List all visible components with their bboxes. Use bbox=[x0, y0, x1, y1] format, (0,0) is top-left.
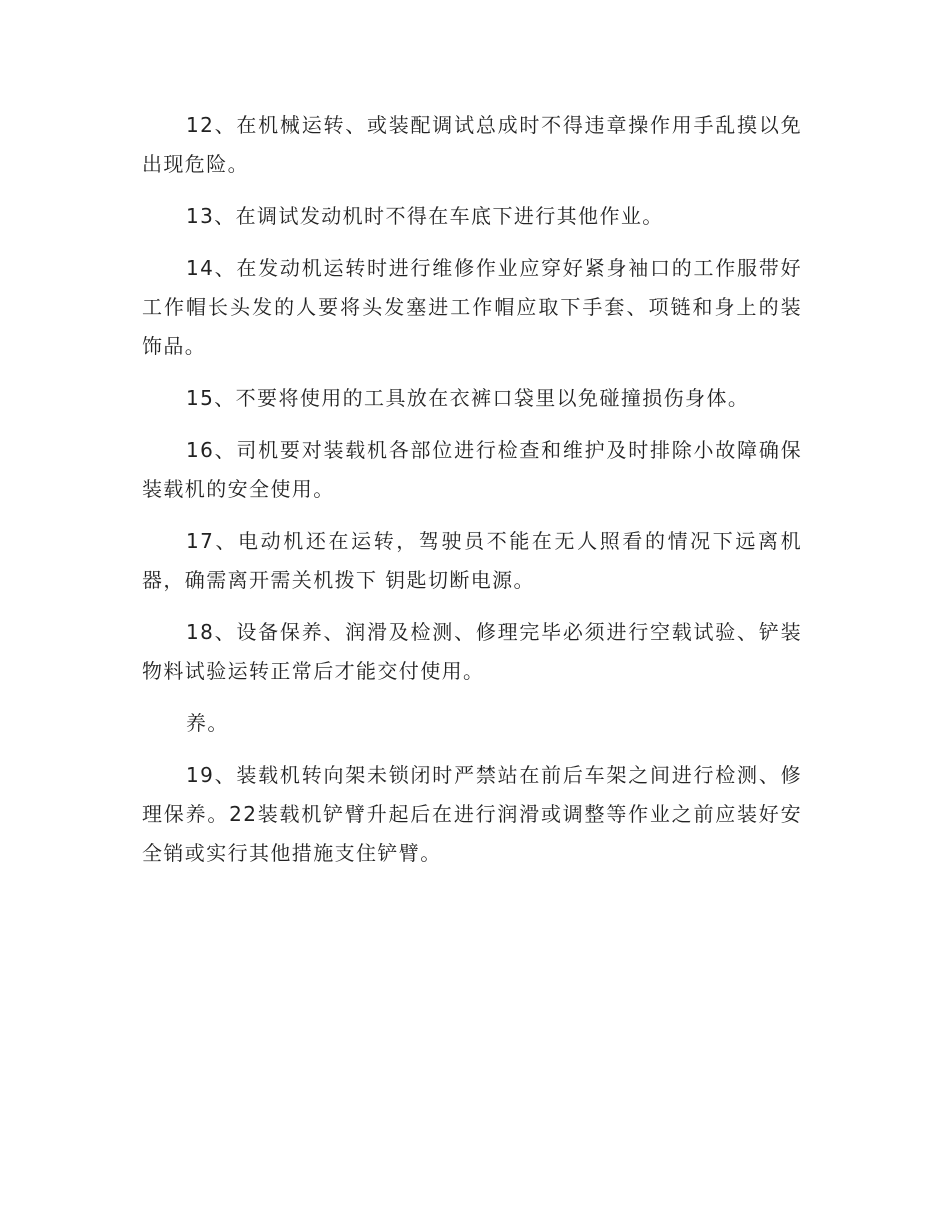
paragraph-13: 13、在调试发动机时不得在车底下进行其他作业。 bbox=[186, 204, 664, 228]
paragraph-16: 16、司机要对装载机各部位进行检查和维护及时排除小故障确保装载机的安全使用。 bbox=[142, 438, 802, 501]
paragraph-14: 14、在发动机运转时进行维修作业应穿好紧身袖口的工作服带好工作帽长头发的人要将头发塞进工作帽应取下手套、项链和身上的装饰品。 bbox=[142, 256, 802, 358]
paragraph-18: 18、设备保养、润滑及检测、修理完毕必须进行空载试验、铲装物料试验运转正常后才能交付使用。 bbox=[142, 620, 802, 683]
paragraph-17: 17、电动机还在运转，驾驶员不能在无人照看的情况下远离机器，确需离开需关机拨下 钥匙切断电源。 bbox=[142, 529, 802, 592]
paragraph-19: 19、装载机转向架未锁闭时严禁站在前后车架之间进行检测、修理保养。22装载机铲臂升起后在进行润滑或调整等作业之前应装好安全销或实行其他措施支住铲臂。 bbox=[142, 763, 802, 865]
paragraph-15: 15、不要将使用的工具放在衣裤口袋里以免碰撞损伤身体。 bbox=[186, 386, 750, 410]
document-body bbox=[142, 106, 802, 886]
paragraph-12: 12、在机械运转、或装配调试总成时不得违章操作用手乱摸以免出现危险。 bbox=[142, 113, 802, 176]
paragraph-fragment: 养。 bbox=[186, 711, 229, 735]
